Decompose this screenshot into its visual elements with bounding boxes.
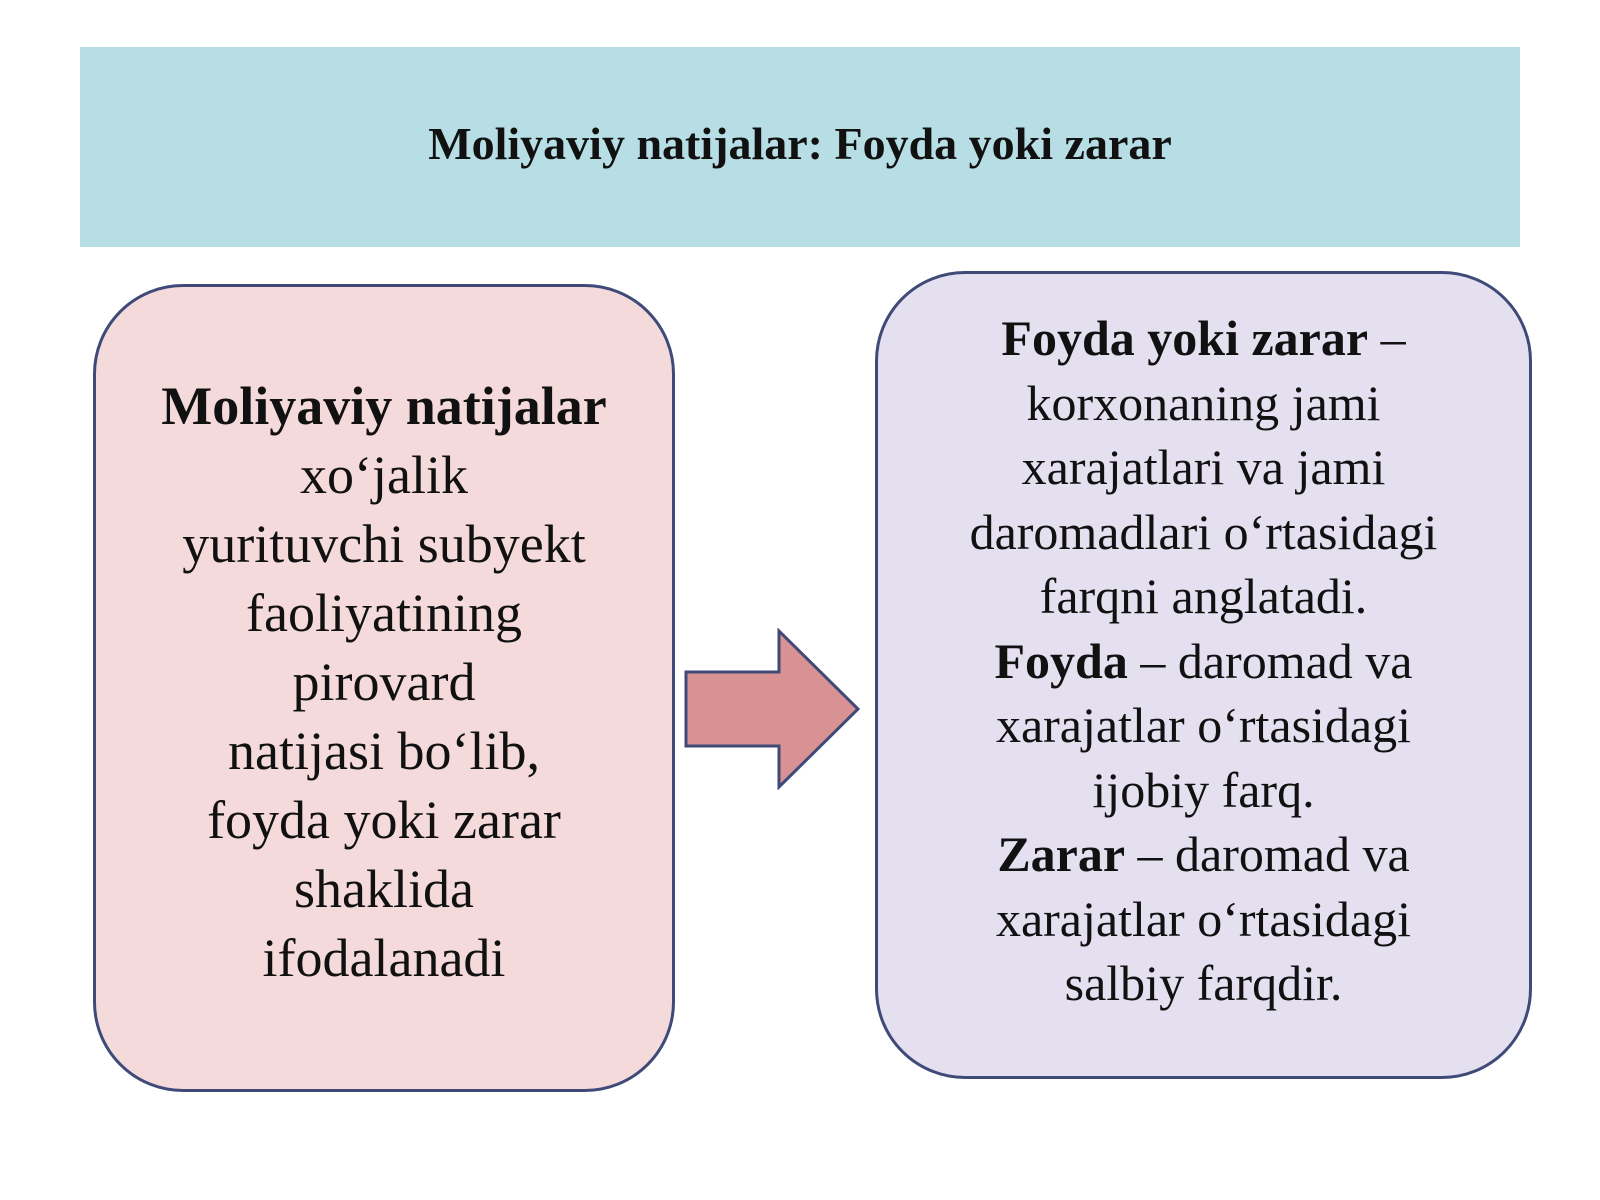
definition-line: korxonaning jami xyxy=(1026,374,1381,431)
profit-line: ijobiy farq. xyxy=(1092,761,1315,818)
right-arrow-icon xyxy=(682,628,862,790)
definition-line: farqni anglatadi. xyxy=(1039,568,1368,625)
profit-first-line-text: – daromad va xyxy=(1127,632,1413,689)
loss-line: salbiy farqdir. xyxy=(1064,955,1343,1012)
definition-line: daromadlari o‘rtasidagi xyxy=(969,503,1438,560)
loss-first-line xyxy=(970,822,1438,887)
zarar-term: Zarar xyxy=(997,826,1126,883)
left-box-line: faoliyatining xyxy=(246,582,522,643)
definition-line: xarajatlari va jami xyxy=(1021,439,1386,496)
left-box-line: pirovard xyxy=(292,651,476,712)
loss-line: xarajatlar o‘rtasidagi xyxy=(995,890,1412,947)
loss-first-line-text: – daromad va xyxy=(1125,826,1410,883)
foyda-yoki-zarar-box xyxy=(875,271,1532,1079)
moliyaviy-natijalar-text xyxy=(161,372,606,993)
definition-dash: – xyxy=(1368,310,1406,367)
foyda-term: Foyda xyxy=(994,632,1128,689)
moliyaviy-natijalar-box xyxy=(93,284,675,1092)
profit-line: xarajatlar o‘rtasidagi xyxy=(995,697,1412,754)
moliyaviy-natijalar-term: Moliyaviy natijalar xyxy=(161,375,607,436)
profit-first-line xyxy=(970,629,1438,694)
left-box-line: ifodalanadi xyxy=(262,927,506,988)
foyda-yoki-zarar-term: Foyda yoki zarar xyxy=(1001,310,1369,367)
foyda-yoki-zarar-text xyxy=(970,306,1438,1016)
definition-first-line xyxy=(970,306,1438,371)
left-box-line: xo‘jalik xyxy=(300,444,468,505)
diagram-title: Moliyaviy natijalar: Foyda yoki zarar xyxy=(428,117,1172,169)
left-box-line: natijasi bo‘lib, xyxy=(228,720,540,781)
title-banner xyxy=(80,47,1520,247)
left-box-line: shaklida xyxy=(294,858,474,919)
left-box-line: yurituvchi subyekt xyxy=(182,513,586,574)
left-box-line: foyda yoki zarar xyxy=(207,789,561,850)
